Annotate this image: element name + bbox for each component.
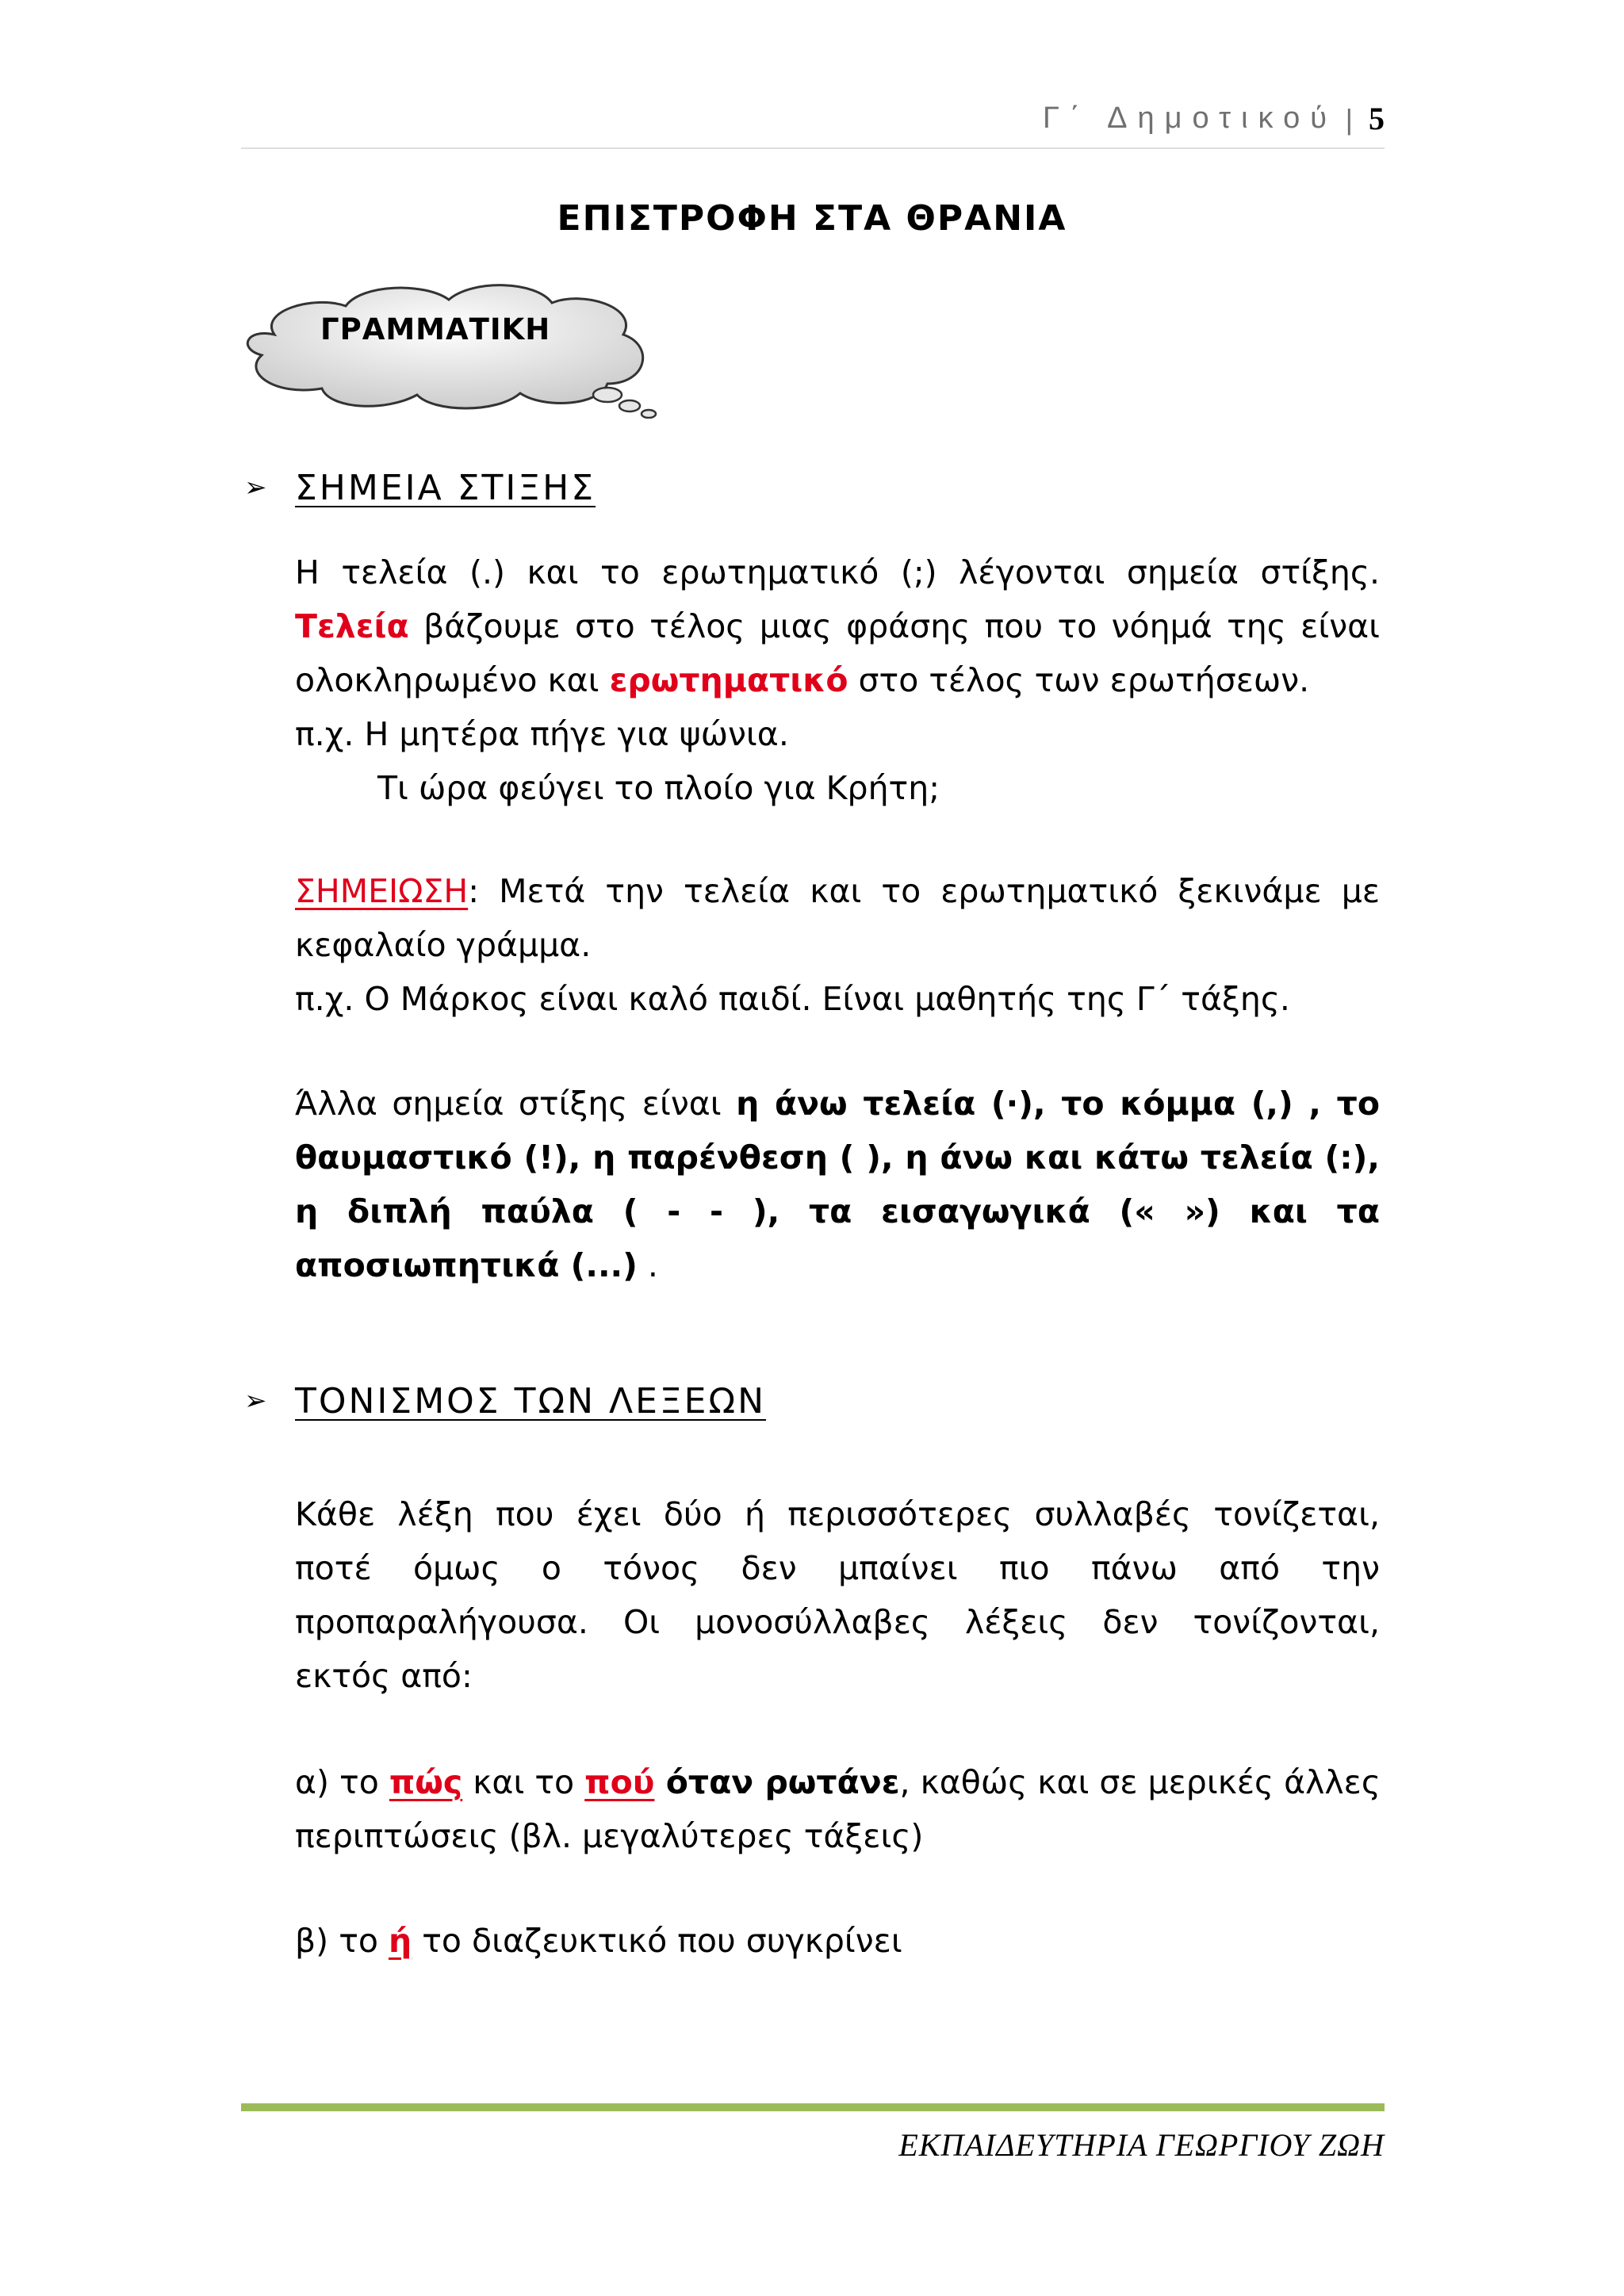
text-line: θαυμαστικό (!), η παρένθεση ( ), η άνω και κάτω τελεία (:),	[295, 1138, 1380, 1177]
text-span: Άλλα σημεία στίξης είναι	[295, 1085, 737, 1123]
footer-divider	[241, 2103, 1385, 2111]
emphasis-pou: πού	[584, 1763, 655, 1801]
text-line	[295, 1238, 1380, 1292]
list-item-a	[295, 1755, 1380, 1809]
cloud-label: ΓΡΑΜΜΑΤΙΚΗ	[320, 312, 551, 346]
cloud-callout	[227, 279, 671, 419]
page-header	[241, 100, 1385, 149]
section-heading-accent	[244, 1381, 766, 1422]
footer-text: ΕΚΠΑΙΔΕΥΤΗΡΙΑ ΓΕΩΡΓΙΟΥ ΖΩΗ	[898, 2127, 1385, 2163]
list-item-b	[295, 1914, 1380, 1968]
text-line: εκτός από:	[295, 1657, 473, 1695]
text-line: κεφαλαίο γράμμα.	[295, 926, 592, 964]
text-line: ποτέ όμως ο τόνος δεν μπαίνει πιο πάνω από την	[295, 1549, 1380, 1587]
text-span: και το	[462, 1763, 585, 1801]
emphasis-i: ή	[389, 1922, 412, 1960]
header-separator: |	[1345, 103, 1353, 136]
text-span: β) το	[295, 1922, 389, 1960]
text-line	[295, 599, 1380, 653]
emphasis-pos: πώς	[389, 1763, 463, 1801]
example-line: π.χ. Ο Μάρκος είναι καλό παιδί. Είναι μαθητής της Γ΄ τάξης.	[295, 980, 1290, 1018]
text-line	[295, 653, 1380, 707]
text-span: , καθώς και σε μερικές άλλες	[899, 1763, 1381, 1801]
text-line: η διπλή παύλα ( - - ), τα εισαγωγικά (« ») και τα	[295, 1192, 1380, 1230]
emphasis-teleia: Τελεία	[295, 607, 409, 645]
text-line	[295, 545, 1380, 599]
bold-span: αποσιωπητικά (...)	[295, 1246, 638, 1284]
bold-span: όταν ρωτάνε	[654, 1763, 900, 1801]
section-heading-text: ΤΟΝΙΣΜΟΣ ΤΩΝ ΛΕΞΕΩΝ	[295, 1381, 767, 1422]
text-span: ολοκληρωμένο και	[295, 661, 610, 699]
section-heading-punctuation	[244, 468, 596, 508]
emphasis-erotimatiko: ερωτηματικό	[609, 661, 848, 699]
example-line: Τι ώρα φεύγει το πλοίο για Κρήτη;	[377, 769, 940, 807]
cloud-shape	[227, 279, 671, 419]
page-number: 5	[1369, 101, 1385, 136]
text-span: α) το	[295, 1763, 389, 1801]
text-span: βάζουμε στο τέλος μιας φράσης που το νόημά της είναι	[408, 607, 1380, 645]
note-label: ΣΗΜΕΙΩΣΗ	[295, 872, 469, 910]
text-line: περιπτώσεις (βλ. μεγαλύτερες τάξεις)	[295, 1817, 924, 1855]
header-title: Γ΄ Δημοτικού	[1043, 101, 1337, 135]
text-line: προπαραλήγουσα. Οι μονοσύλλαβες λέξεις δεν τονίζονται,	[295, 1603, 1380, 1641]
arrow-bullet-icon: ➢	[244, 472, 270, 503]
text-line: Κάθε λέξη που έχει δύο ή περισσότερες συλλαβές τονίζεται,	[295, 1495, 1380, 1533]
page-title: ΕΠΙΣΤΡΟΦΗ ΣΤΑ ΘΡΑΝΙΑ	[557, 198, 1067, 239]
text-line	[295, 864, 1380, 918]
section-heading-text: ΣΗΜΕΙΑ ΣΤΙΞΗΣ	[295, 468, 596, 508]
text-span: .	[647, 1246, 658, 1284]
arrow-bullet-icon: ➢	[244, 1385, 270, 1417]
text-span: : Μετά την τελεία και το ερωτηματικό ξεκινάμε με	[468, 872, 1380, 910]
text-span: το διαζευκτικό που συγκρίνει	[412, 1922, 902, 1960]
text-span: στο τέλος των ερωτήσεων.	[848, 661, 1310, 699]
example-line: π.χ. Η μητέρα πήγε για ψώνια.	[295, 715, 789, 753]
text-line	[295, 1077, 1380, 1131]
bold-span: η άνω τελεία (·), το κόμμα (,) , το	[736, 1085, 1380, 1123]
text-span: Η τελεία (.) και το ερωτηματικό (;) λέγονται σημεία στίξης.	[295, 553, 1380, 591]
